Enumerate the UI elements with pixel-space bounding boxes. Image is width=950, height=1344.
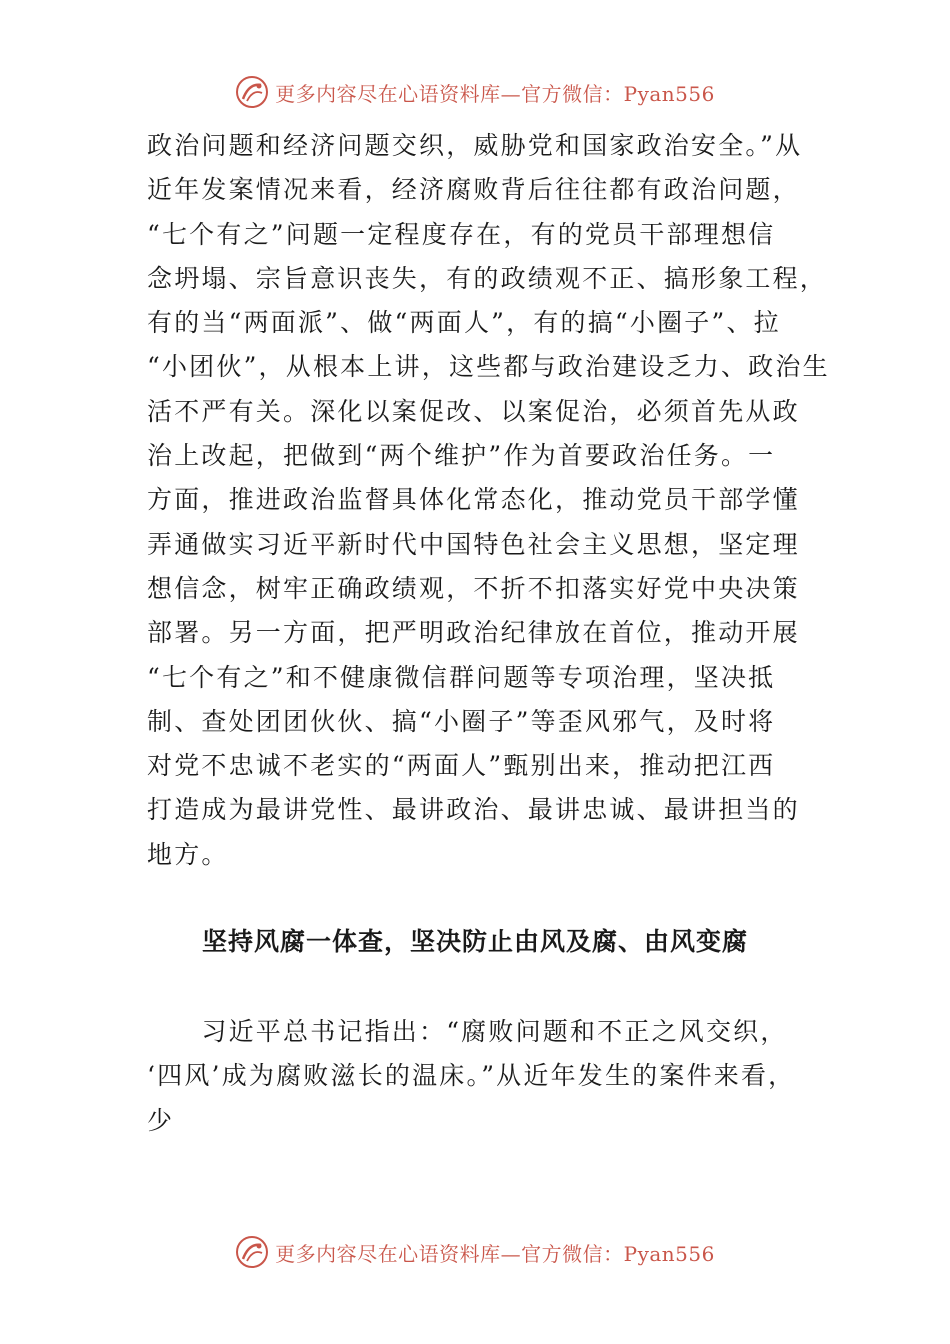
paragraph-line: 政治问题和经济问题交织，威胁党和国家政治安全。”从 bbox=[147, 131, 803, 160]
paragraph-line: “七个有之”和不健康微信群问题等专项治理，坚决抵 bbox=[147, 662, 776, 692]
brand-logo-icon bbox=[235, 1235, 269, 1269]
watermark-footer bbox=[0, 1232, 950, 1272]
paragraph-line: 方面，推进政治监督具体化常态化，推动党员干部学懂 bbox=[147, 485, 800, 515]
paragraph-line: 活不严有关。深化以案促改、以案促治，必须首先从政 bbox=[147, 396, 800, 426]
paragraph-line: 有的当“两面派”、做“两面人”，有的搞“小圈子”、拉 bbox=[147, 308, 781, 338]
paragraph-line: “七个有之”问题一定程度存在，有的党员干部理想信 bbox=[147, 219, 776, 249]
paragraph-line: 部署。另一方面，把严明政治纪律放在首位，推动开展 bbox=[147, 618, 800, 648]
paragraph-line: 弄通做实习近平新时代中国特色社会主义思想，坚定理 bbox=[147, 529, 800, 559]
paragraph-text bbox=[147, 124, 830, 877]
paragraph-line: 治上改起，把做到“两个维护”作为首要政治任务。一 bbox=[147, 441, 776, 471]
second-paragraph-line: 习近平总书记指出：“腐败问题和不正之风交织， bbox=[147, 1017, 788, 1046]
second-paragraph-line: ‘四风’成为腐败滋长的温床。”从近年发生的案件来看， bbox=[147, 1061, 796, 1091]
watermark-header bbox=[0, 72, 950, 112]
section-heading: 坚持风腐一体查，坚决防止由风及腐、由风变腐 bbox=[201, 927, 748, 956]
watermark-text: 更多内容尽在心语资料库—官方微信：Pyan556 bbox=[275, 81, 715, 106]
paragraph-line: 念坍塌、宗旨意识丧失，有的政绩观不正、搞形象工程， bbox=[147, 263, 828, 293]
paragraph-line: 地方。 bbox=[147, 839, 229, 869]
paragraph-line: 近年发案情况来看，经济腐败背后往往都有政治问题， bbox=[147, 175, 800, 205]
watermark-text: 更多内容尽在心语资料库—官方微信：Pyan556 bbox=[275, 1241, 715, 1266]
paragraph-line: 对党不忠诚不老实的“两面人”甄别出来，推动把江西 bbox=[147, 751, 776, 781]
paragraph-line: 想信念，树牢正确政绩观，不折不扣落实好党中央决策 bbox=[147, 573, 800, 603]
paragraph-line: 制、查处团团伙伙、搞“小圈子”等歪风邪气，及时将 bbox=[147, 706, 776, 736]
brand-logo-icon bbox=[235, 75, 269, 109]
paragraph-line: 打造成为最讲党性、最讲政治、最讲忠诚、最讲担当的 bbox=[147, 795, 800, 825]
second-paragraph-line: 少 bbox=[147, 1105, 175, 1135]
body-paragraph bbox=[147, 124, 830, 877]
paragraph-line: “小团伙”，从根本上讲，这些都与政治建设乏力、政治生 bbox=[147, 352, 830, 382]
second-paragraph bbox=[147, 1010, 817, 1143]
